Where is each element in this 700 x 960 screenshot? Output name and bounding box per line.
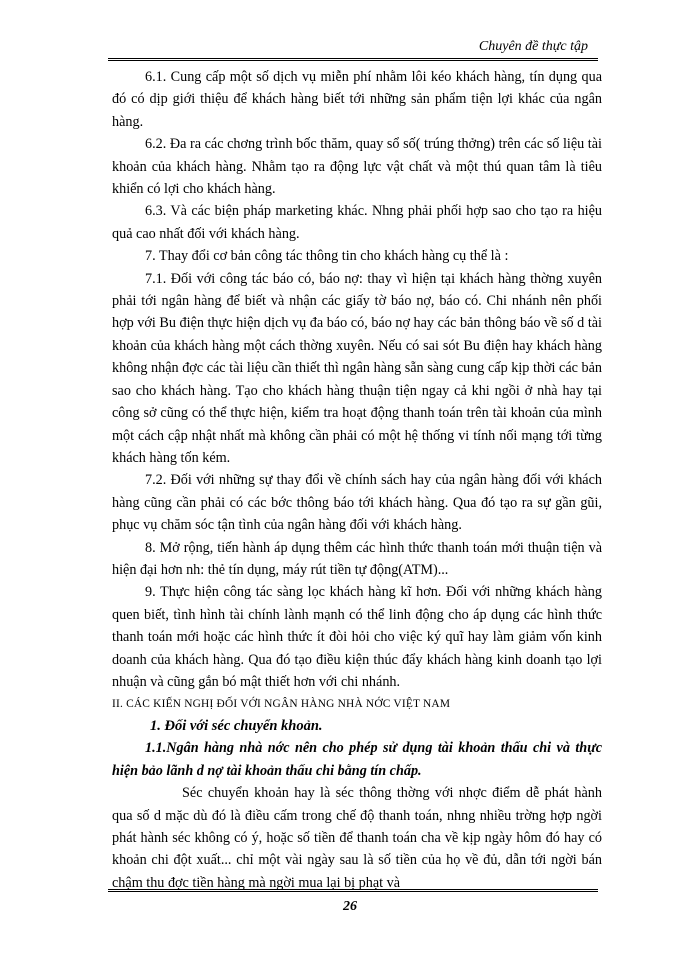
paragraph-9: 9. Thực hiện công tác sàng lọc khách hàng kĩ hơn. Đối với những khách hàng quen biết, tình hình tài chính lành mạnh có thể linh động cho áp dụng các hình thức thanh toán mới hoặc các hình thức ít đòi hỏi cho việc ký quĩ hay làm giảm vốn kinh doanh của khách hàng. Qua đó tạo điều kiện thúc đẩy khách hàng kinh doanh tạo lợi nhuận và cũng gắn bó mật thiết hơn với chi nhánh. <box>112 584 602 690</box>
paragraph-6-3: 6.3. Và các biện pháp marketing khác. Nhng phải phối hợp sao cho tạo ra hiệu quả cao nhất đối với khách hàng. <box>112 203 602 242</box>
paragraph-cheque: Séc chuyển khoản hay là séc thông thờng với nhợc điểm dễ phát hành qua số d mặc dù đó là điều cấm trong chế độ thanh toán, nhng nhiều trờng hợp ngời phát hành séc không có ý, hoặc số tiền để thanh toán cha về kịp ngày hôm đó hay có khoản chi đột xuất... chỉ một vài ngày sau là số tiền của họ về đủ, dẫn tới ngời bán chậm thu đợc tiền hàng mà ngời mua lại bị phạt và <box>112 785 602 891</box>
page-number: 26 <box>343 899 357 914</box>
running-header-title: Chuyên đề thực tập <box>478 39 588 54</box>
paragraph-7-1: 7.1. Đối với công tác báo có, báo nợ: thay vì hiện tại khách hàng thờng xuyên phải tới ngân hàng để biết và nhận các giấy tờ báo nợ, báo có. Chi nhánh nên phối hợp với Bu điện thực hiện dịch vụ đa báo có, báo nợ hay các bản thông báo về số d tài khoản của khách hàng một cách thờng xuyên. Nếu có sai sót Bu điện hay khách hàng không nhận đợc các tài liệu cần thiết thì ngân hàng sẵn sàng cung cấp kịp thời các bản sao cho khách hàng. Tạo cho khách hàng thuận tiện ngay cả khi ngồi ở nhà hay tại công sở cũng có thể thực hiện, kiểm tra hoạt động thanh toán trên tài khoản của mình một cách cập nhật nhất mà không cần phải có một hệ thống vi tính nối mạng tới từng khách hàng tốn kém. <box>112 270 602 466</box>
paragraph-7: 7. Thay đổi cơ bản công tác thông tin cho khách hàng cụ thể là : <box>145 248 509 265</box>
document-body <box>112 66 602 894</box>
paragraph-8: 8. Mở rộng, tiến hành áp dụng thêm các hình thức thanh toán mới thuận tiện và hiện đại hơn nh: thẻ tín dụng, máy rút tiền tự động(ATM)... <box>112 539 602 578</box>
subsubsection-heading: 1.1.Ngân hàng nhà nớc nên cho phép sử dụng tài khoản thấu chi và thực hiện bảo lãnh d nợ tài khoản thấu chi bằng tín chấp. <box>112 740 602 779</box>
subsection-heading: 1. Đối với séc chuyển khoản. <box>150 718 323 735</box>
header-rule <box>108 58 598 61</box>
section-heading: II. CÁC KIẾN NGHỊ ĐỐI VỚI NGÂN HÀNG NHÀ NỚC VIỆT NAM <box>112 698 451 711</box>
paragraph-7-2: 7.2. Đối với những sự thay đổi về chính sách hay của ngân hàng đối với khách hàng cũng cần phải có các bớc thông báo tới khách hàng. Qua đó tạo ra sự gần gũi, phục vụ chăm sóc tận tình của ngân hàng đối với khách hàng. <box>112 472 602 534</box>
paragraph-6-1: 6.1. Cung cấp một số dịch vụ miễn phí nhằm lôi kéo khách hàng, tín dụng qua đó có dịp giới thiệu để khách hàng biết tới những sản phẩm tiện lợi khác của ngân hàng. <box>112 69 602 130</box>
footer-rule <box>108 889 598 892</box>
paragraph-6-2: 6.2. Đa ra các chơng trình bốc thăm, quay sổ số( trúng thởng) trên các số liệu tài khoản của khách hàng. Nhằm tạo ra động lực vật chất và một thú quan tâm là tiêu khiển có lợi cho khách hàng. <box>112 136 602 198</box>
